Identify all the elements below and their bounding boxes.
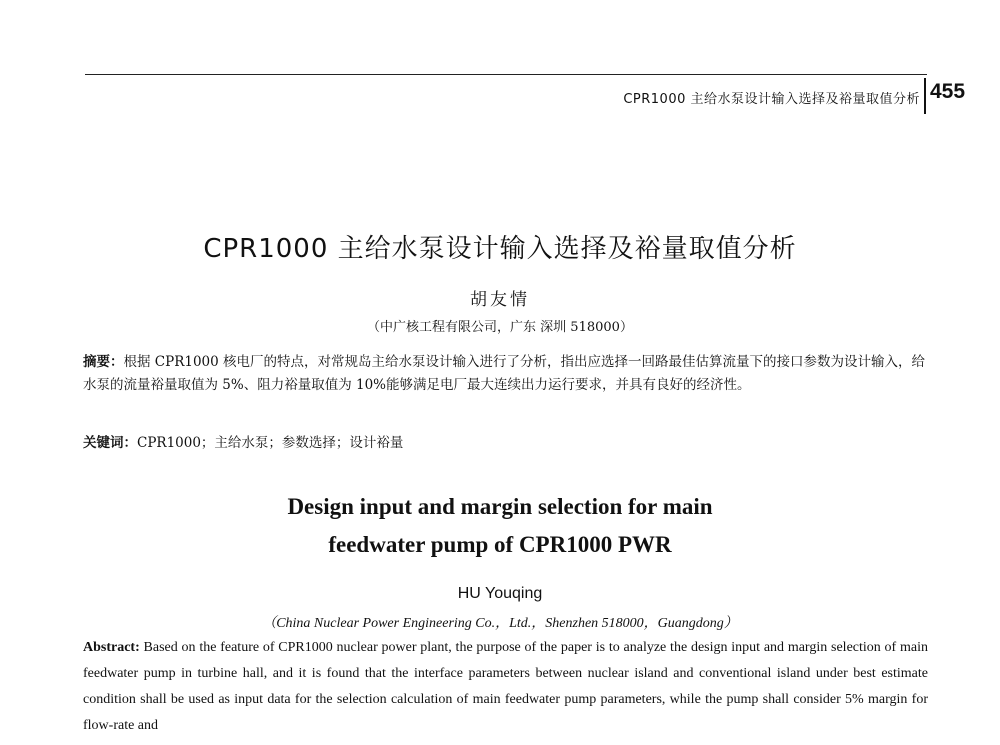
english-author: HU Youqing [457, 585, 543, 602]
english-abstract [83, 635, 928, 739]
chinese-keywords-label: 关键词： [83, 435, 137, 451]
chinese-affiliation: （中广核工程有限公司，广东 深圳 518000） [367, 320, 633, 335]
page-number: 455 [930, 80, 966, 103]
english-abstract-text: Based on the feature of CPR1000 nuclear power plant, the purpose of the paper is to analyze the design input and margin selection of main feedwater pump in turbine hall, and it is found that the interface parameters between nuclear island and conventional island under best estimate condition shall be used as input data for the selection calculation of main feedwater pump parameters, while the pump shall consider 5% margin for flow-rate and [83, 640, 928, 733]
running-title: CPR1000 主给水泵设计输入选择及裕量取值分析 [623, 92, 920, 107]
chinese-keywords-text: CPR1000；主给水泵；参数选择；设计裕量 [137, 435, 404, 451]
english-title-line-1: Design input and margin selection for main [287, 494, 713, 519]
chinese-abstract-text: 根据 CPR1000 核电厂的特点，对常规岛主给水泵设计输入进行了分析，指出应选择一回路最佳估算流量下的接口参数为设计输入，给水泵的流量裕量取值为 5%、阻力裕量取值为 10%能够满足电厂最大连续出力运行要求，并具有良好的经济性。 [83, 354, 926, 393]
english-title [0, 488, 1000, 564]
english-abstract-label: Abstract: [83, 640, 140, 655]
chinese-abstract [83, 351, 928, 397]
english-affiliation: （China Nuclear Power Engineering Co.，Ltd.，Shenzhen 518000，Guangdong） [262, 616, 738, 631]
chinese-author: 胡友情 [470, 290, 530, 310]
chinese-keywords [83, 431, 928, 451]
page-number-divider [924, 78, 926, 114]
chinese-abstract-label: 摘要： [83, 354, 124, 370]
chinese-title: CPR1000 主给水泵设计输入选择及裕量取值分析 [203, 234, 797, 264]
header-rule [85, 74, 927, 75]
english-title-line-2: feedwater pump of CPR1000 PWR [328, 532, 672, 557]
